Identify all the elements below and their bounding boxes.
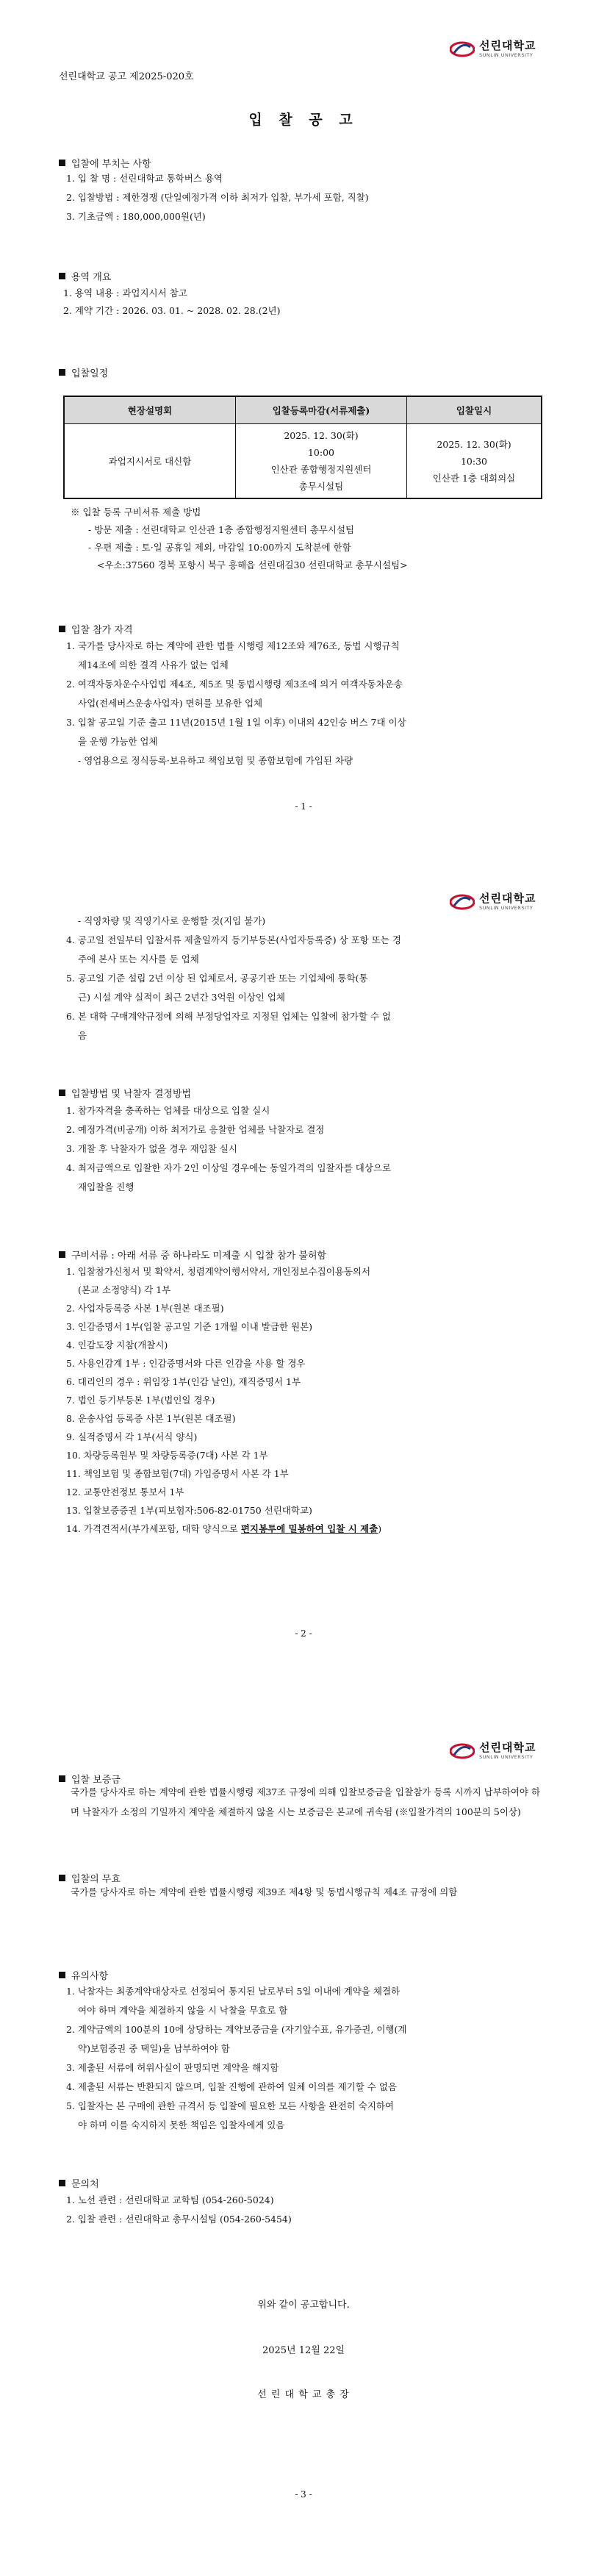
university-logo — [450, 1739, 582, 1764]
table-cell: 과업지시서로 대신함 — [64, 424, 236, 499]
list-item: 1. 참가자격을 충족하는 업체를 대상으로 입찰 실시 — [66, 1105, 270, 1116]
bullet-square-icon — [59, 160, 65, 166]
list-item: 야 하며 이를 숙지하지 못한 책임은 입찰자에게 있음 — [78, 2119, 285, 2130]
list-item: 여야 하며 계약을 체결하지 않을 시 낙찰을 무효로 함 — [78, 2005, 288, 2016]
closing-statement: 위와 같이 공고합니다. — [257, 2300, 350, 2311]
bullet-square-icon — [59, 1090, 65, 1096]
list-item: 8. 운송사업 등록증 사본 1부(원본 대조필) — [66, 1413, 236, 1424]
list-item: 1. 용역 내용 : 과업지시서 참고 — [63, 287, 187, 298]
list-item: 2. 예정가격(비공개) 이하 최저가로 응찰한 업체를 낙찰자로 결정 — [66, 1124, 325, 1135]
note-text: <우소:37560 경북 포항시 북구 흥해읍 선린대길30 선린대학교 총무시설팀> — [97, 559, 408, 570]
university-emblem-icon — [450, 892, 475, 912]
list-item: 음 — [78, 1030, 87, 1041]
section-heading-invalid-bids: 입찰의 무효 — [59, 1871, 121, 1885]
section-heading-required-documents: 구비서류 : 아래 서류 중 하나라도 미제출 시 입찰 참가 불허함 — [59, 1248, 326, 1262]
list-item: 7. 법인 등기부등본 1부(법인일 경우) — [66, 1395, 215, 1406]
table-header: 입찰등록마감(서류제출) — [236, 396, 407, 424]
bullet-square-icon — [59, 1972, 65, 1978]
bullet-square-icon — [59, 1875, 65, 1881]
university-emblem-icon — [450, 1742, 475, 1761]
list-item: 재입찰을 진행 — [78, 1181, 134, 1192]
university-logo — [450, 37, 582, 62]
list-item: 2. 계약 기간 : 2026. 03. 01. ~ 2028. 02. 28.(2년) — [63, 305, 281, 316]
university-logo — [450, 890, 582, 915]
logo-korean-text: 선린대학교 — [479, 1741, 536, 1755]
section-heading-schedule: 입찰일정 — [59, 365, 108, 379]
note-text: ※ 입찰 등록 구비서류 제출 방법 — [71, 507, 201, 518]
section-heading-bid-method: 입찰방법 및 낙찰자 결정방법 — [59, 1086, 191, 1100]
list-item: 2. 사업자등록증 사본 1부(원본 대조필) — [66, 1303, 224, 1314]
bullet-square-icon — [59, 273, 65, 279]
table-header: 입찰일시 — [407, 396, 542, 424]
issue-date: 2025년 12월 22일 — [262, 2345, 345, 2356]
bullet-square-icon — [59, 626, 65, 632]
logo-korean-text: 선린대학교 — [479, 39, 536, 53]
bullet-square-icon — [59, 1251, 65, 1258]
logo-english-text: SUNLIN UNIVERSITY — [479, 52, 534, 59]
section-heading-bid-items: 입찰에 부치는 사항 — [59, 156, 151, 170]
notice-number: 선린대학교 공고 제2025-020호 — [59, 71, 194, 82]
list-item: 5. 공고일 기준 설립 2년 이상 된 업체로서, 공공기관 또는 기업체에 통학(통 — [66, 973, 368, 984]
paragraph: 국가를 당사자로 하는 계약에 관한 법률시행령 제37조 규정에 의해 입찰보증금을 입찰참가 등록 시까지 납부하여야 하며 낙찰자가 소정의 기일까지 계약을 체결하지 않을 시는 보증금은 본교에 귀속됨 (※입찰가격의 100분의 5이상) — [71, 1786, 541, 1817]
contact-item: 2. 입찰 관련 : 선린대학교 총무시설팀 (054-260-5454) — [66, 2214, 292, 2225]
list-item: - 직영차량 및 직영기사로 운행할 것(지입 불가) — [78, 915, 266, 926]
bid-schedule-table — [63, 396, 542, 499]
list-item: 1. 국가를 당사자로 하는 계약에 관한 법률 시행령 제12조와 제76조, 동법 시행규칙 — [66, 640, 400, 651]
section-heading-contact: 문의처 — [59, 2176, 99, 2190]
list-item: 을 운행 가능한 업체 — [78, 736, 158, 747]
list-item: 1. 낙찰자는 최종계약대상자로 선정되어 통지된 날로부터 5일 이내에 계약을 체결하 — [66, 1986, 401, 1997]
list-item: 3. 인감증명서 1부(입찰 공고일 기준 1개월 이내 발급한 원본) — [66, 1321, 313, 1332]
list-item: 제14조에 의한 결격 사유가 없는 업체 — [78, 659, 229, 670]
list-item: 11. 책임보험 및 종합보험(7대) 가입증명서 사본 각 1부 — [66, 1468, 289, 1479]
list-item: 사업(전세버스운송사업자) 면허를 보유한 업체 — [78, 698, 263, 709]
section-heading-service-overview: 용역 개요 — [59, 269, 111, 283]
bullet-square-icon — [59, 369, 65, 376]
emphasis-text: 편지봉투에 밀봉하여 입찰 시 제출 — [240, 1523, 378, 1534]
paragraph: 국가를 당사자로 하는 계약에 관한 법률시행령 제39조 제4항 및 동법시행규칙 제4조 규정에 의함 — [71, 1886, 458, 1897]
logo-english-text: SUNLIN UNIVERSITY — [479, 905, 534, 912]
list-item: (본교 소정양식) 각 1부 — [78, 1284, 171, 1295]
list-item: 6. 본 대학 구매계약규정에 의해 부정당업자로 지정된 업체는 입찰에 참가할 수 없 — [66, 1011, 392, 1022]
list-item: 14. 가격견적서(부가세포함, 대학 양식으로 편지봉투에 밀봉하여 입찰 시 제출) — [66, 1523, 382, 1534]
bullet-square-icon — [59, 1775, 65, 1782]
list-item: 4. 인감도장 지참(개찰시) — [66, 1339, 168, 1350]
list-item: 약)보험증권 중 택일)을 납부하여야 함 — [78, 2043, 230, 2054]
list-item: - 영업용으로 정식등록·보유하고 책임보험 및 종합보험에 가입된 차량 — [78, 755, 353, 766]
list-item: 1. 입찰참가신청서 및 확약서, 청렴계약이행서약서, 개인정보수집이용동의서 — [66, 1266, 371, 1277]
issuer-signature: 선 린 대 학 교 총 장 — [257, 2389, 350, 2400]
document-title: 입 찰 공 고 — [248, 112, 359, 128]
list-item: 2. 입찰방법 : 제한경쟁 (단일예정가격 이하 최저가 입찰, 부가세 포함, 직찰) — [66, 192, 369, 203]
university-emblem-icon — [450, 40, 475, 59]
list-item: 3. 개찰 후 낙찰자가 없을 경우 재입찰 실시 — [66, 1143, 237, 1154]
list-item: 9. 실적증명서 각 1부(서식 양식) — [66, 1431, 198, 1442]
page-number: - 2 - — [295, 1628, 312, 1639]
table-cell: 2025. 12. 30(화) 10:30 인산관 1층 대회의실 — [407, 424, 542, 499]
section-heading-bid-deposit: 입찰 보증금 — [59, 1772, 121, 1786]
list-item: 2. 계약금액의 100분의 10에 상당하는 계약보증금을 (자기앞수표, 유가증권, 이행(계 — [66, 2024, 407, 2035]
list-item: 주에 본사 또는 지사를 둔 업체 — [78, 954, 199, 965]
page-number: - 1 - — [295, 801, 312, 812]
list-item: 2. 여객자동차운수사업법 제4조, 제5조 및 동법시행령 제3조에 의거 여객자동차운송 — [66, 679, 403, 690]
table-header: 현장설명회 — [64, 396, 236, 424]
table-cell: 2025. 12. 30(화) 10:00 인산관 종합행정지원센터 총무시설팀 — [236, 424, 407, 499]
list-item: 5. 사용인감계 1부 : 인감증명서와 다른 인감을 사용 할 경우 — [66, 1358, 306, 1369]
list-item: 6. 대리인의 경우 : 위임장 1부(인감 날인), 재직증명서 1부 — [66, 1376, 301, 1387]
list-item: 13. 입찰보증증권 1부(피보험자:506-82-01750 선린대학교) — [66, 1505, 312, 1516]
note-text: - 방문 제출 : 선린대학교 인산관 1층 종합행정지원센터 총무시설팀 — [88, 524, 355, 535]
contact-item: 1. 노선 관련 : 선린대학교 교학팀 (054-260-5024) — [66, 2194, 274, 2205]
logo-korean-text: 선린대학교 — [479, 892, 536, 906]
list-item: 근) 시설 계약 실적이 최근 2년간 3억원 이상인 업체 — [78, 992, 285, 1003]
section-heading-eligibility: 입찰 참가 자격 — [59, 622, 133, 636]
list-item: 4. 제출된 서류는 반환되지 않으며, 입찰 진행에 관하여 일체 이의를 제기할 수 없음 — [66, 2081, 397, 2092]
list-item: 3. 기초금액 : 180,000,000원(년) — [66, 211, 206, 222]
note-text: - 우편 제출 : 토·일 공휴일 제외, 마감일 10:00까지 도착분에 한함 — [88, 542, 351, 553]
list-item: 3. 제출된 서류에 허위사실이 판명되면 계약을 해지함 — [66, 2062, 279, 2073]
bullet-square-icon — [59, 2180, 65, 2186]
list-item: 3. 입찰 공고일 기준 출고 11년(2015년 1월 1일 이후) 이내의 42인승 버스 7대 이상 — [66, 717, 406, 728]
page-number: - 3 - — [295, 2489, 312, 2500]
list-item: 5. 입찰자는 본 구매에 관한 규격서 등 입찰에 필요한 모든 사항을 완전히 숙지하여 — [66, 2100, 395, 2111]
logo-english-text: SUNLIN UNIVERSITY — [479, 1754, 534, 1761]
list-item: 10. 차량등록원부 및 차량등록증(7대) 사본 각 1부 — [66, 1450, 268, 1461]
list-item: 12. 교통안전정보 통보서 1부 — [66, 1486, 184, 1498]
section-heading-notes: 유의사항 — [59, 1968, 108, 1982]
list-item: 1. 입 찰 명 : 선린대학교 통학버스 용역 — [66, 173, 223, 184]
list-item: 4. 공고일 전일부터 입찰서류 제출일까지 등기부등본(사업자등록증) 상 포항 또는 경 — [66, 934, 401, 945]
list-item: 4. 최저금액으로 입찰한 자가 2인 이상일 경우에는 동일가격의 입찰자를 대상으로 — [66, 1162, 392, 1173]
